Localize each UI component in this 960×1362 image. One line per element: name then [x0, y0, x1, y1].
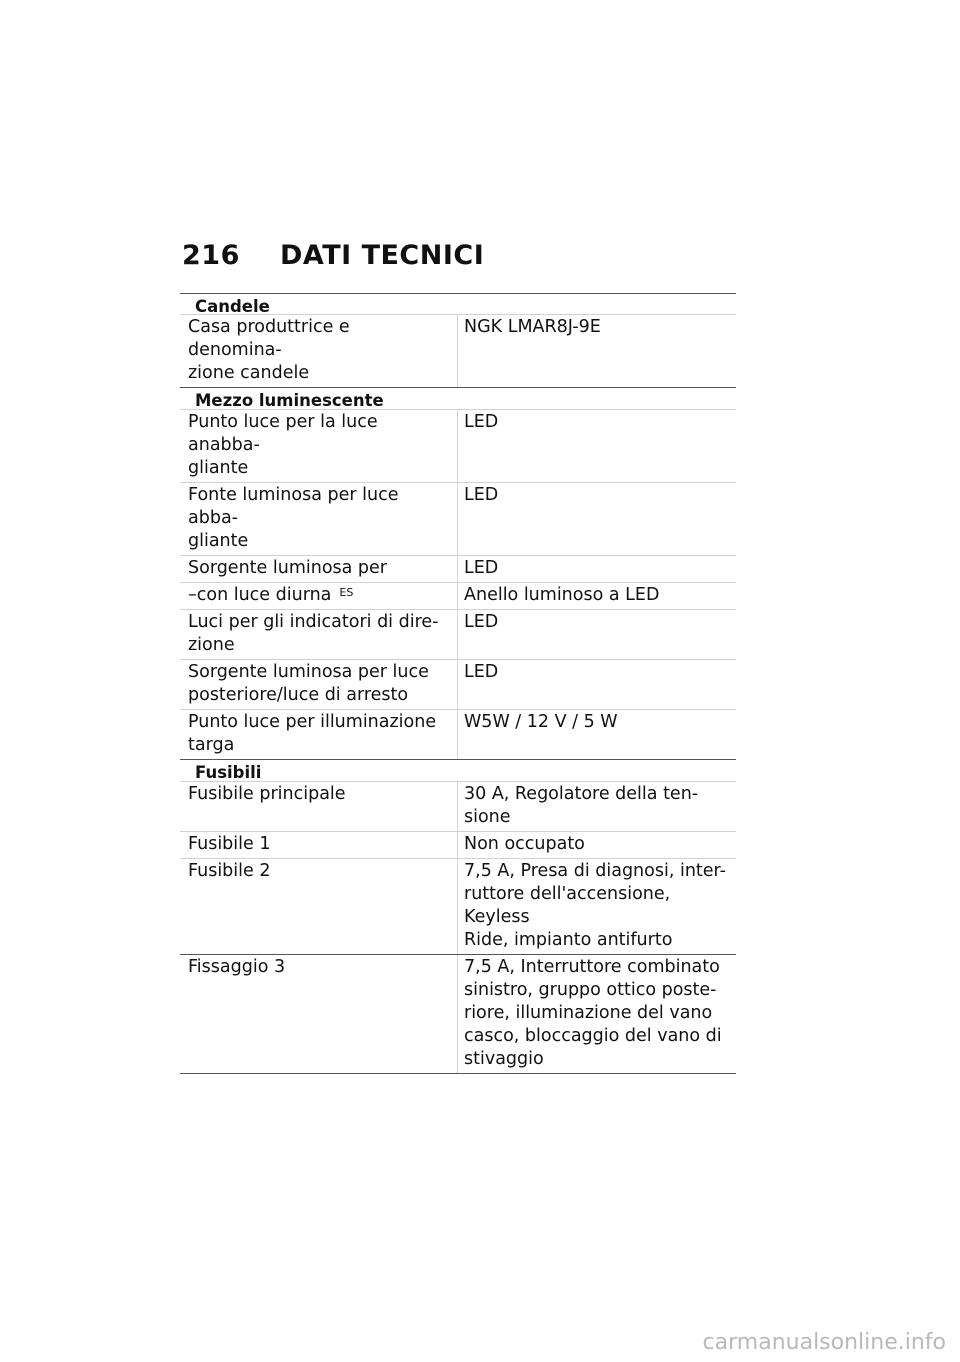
country-code-superscript: ES — [339, 586, 354, 599]
spec-table — [180, 293, 736, 1074]
row-label: Sorgente luminosa per — [180, 556, 458, 582]
row-label: Fusibile 2 — [180, 859, 458, 954]
page-number: 216 — [182, 240, 240, 271]
row-value: 7,5 A, Presa di diagnosi, inter- ruttore dell'accensione, Keyless Ride, impianto antifurto — [464, 861, 726, 950]
table-row — [180, 782, 736, 832]
row-label: Luci per gli indicatori di dire- zione — [180, 610, 458, 659]
table-row — [180, 610, 736, 660]
row-value: LED — [464, 485, 499, 505]
table-row — [180, 583, 736, 610]
row-label: Punto luce per illuminazione targa — [180, 710, 458, 759]
table-row — [180, 859, 736, 955]
row-value: NGK LMAR8J-9E — [464, 317, 601, 337]
row-value: 7,5 A, Interruttore combinato sinistro, gruppo ottico poste- riore, illuminazione del vano casco, bloccaggio del vano di stivaggio — [464, 957, 722, 1069]
row-value: 30 A, Regolatore della ten- sione — [464, 784, 699, 827]
row-label: Fusibile 1 — [180, 832, 458, 858]
table-row — [180, 955, 736, 1074]
section-header-fusibili: Fusibili — [180, 760, 736, 782]
table-row — [180, 483, 736, 556]
table-row — [180, 660, 736, 710]
section-header-candele: Candele — [180, 293, 736, 315]
section-header-mezzo: Mezzo luminescente — [180, 388, 736, 410]
page-heading — [182, 240, 484, 271]
row-label — [180, 583, 458, 609]
row-value: LED — [464, 662, 499, 682]
row-label: Fonte luminosa per luce abba- gliante — [180, 483, 458, 555]
row-value: LED — [464, 612, 499, 632]
row-value: LED — [464, 558, 499, 578]
table-row — [180, 315, 736, 388]
row-label: Casa produttrice e denomina- zione candele — [180, 315, 458, 387]
row-value: LED — [464, 412, 499, 432]
row-value: Non occupato — [464, 834, 585, 854]
row-label: Punto luce per la luce anabba- gliante — [180, 410, 458, 482]
row-value: W5W / 12 V / 5 W — [464, 712, 618, 732]
watermark-link[interactable]: carmanualsonline.info — [702, 1330, 946, 1355]
table-row — [180, 556, 736, 583]
table-row — [180, 710, 736, 760]
row-label: Fissaggio 3 — [180, 955, 458, 1073]
table-row — [180, 410, 736, 483]
row-label: Sorgente luminosa per luce posteriore/luce di arresto — [180, 660, 458, 709]
table-row — [180, 832, 736, 859]
row-label-text: –con luce diurna — [188, 585, 332, 605]
row-value: Anello luminoso a LED — [464, 585, 660, 605]
row-label: Fusibile principale — [180, 782, 458, 831]
section-title: DATI TECNICI — [280, 240, 485, 271]
